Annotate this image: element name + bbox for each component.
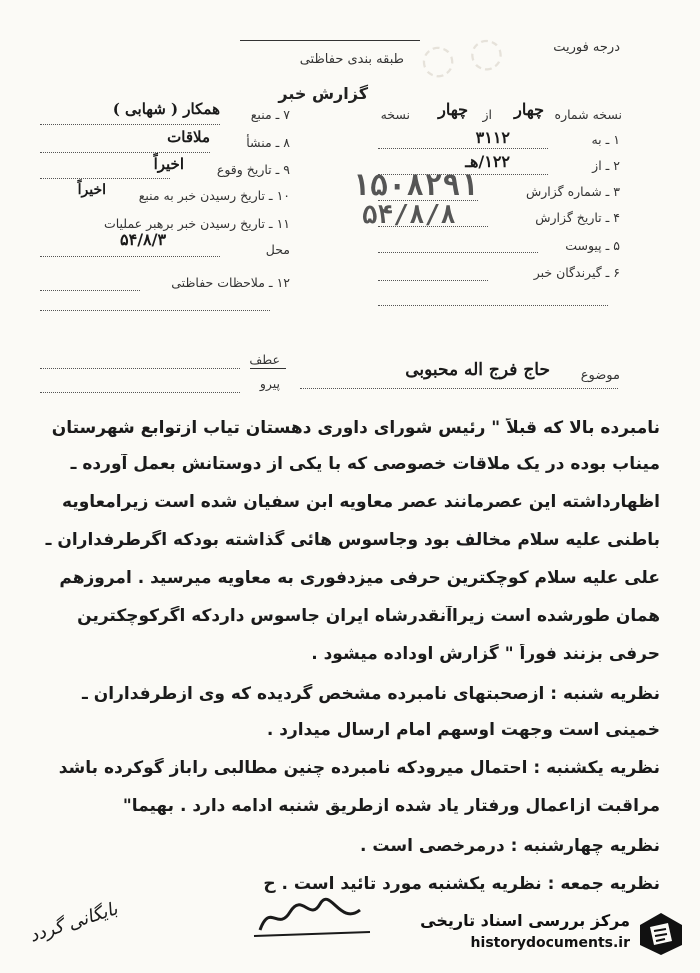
- field-11-label: ۱۱ ـ تاریخ رسیدن خبر برهبر عملیات: [103, 216, 290, 231]
- stamp-number: ۱۵۰۸۲۹۱: [352, 168, 479, 203]
- stamp-date: ۵۴/۸/۸: [362, 200, 456, 230]
- field-1-dots: [378, 148, 548, 149]
- field-4-label: ۴ ـ تاریخ گزارش: [535, 210, 620, 225]
- field-7-label: ۷ ـ منبع: [250, 107, 290, 122]
- atf-rule: [250, 368, 286, 369]
- body-line: نظریه جمعه : نظریه یکشنبه مورد تائید است . ح: [263, 874, 660, 894]
- field-3-label: ۳ ـ شماره گزارش: [525, 184, 620, 199]
- copy-of-value: چهار: [438, 100, 468, 119]
- body-line: باطنی علیه سلام مخالف بود وجاسوس هائی گذاشته بودکه اگرطرفداران ـ: [45, 530, 660, 550]
- field-12-dots: [40, 290, 140, 291]
- body-line: نظریه چهارشنبه : درمرخصی است .: [360, 836, 660, 856]
- field-7-dots: [40, 124, 220, 125]
- body-line: مراقبت ازاعمال ورفتار یاد شده ازطریق شنبه ادامه دارد . بهیما": [122, 796, 660, 816]
- field-1-label: ۱ ـ به: [591, 132, 620, 147]
- body-line: اظهارداشته این عصرمانند عصر معاویه ابن سفیان شده است زیرامعاویه: [62, 492, 660, 512]
- body-line: نظریه یکشنبه : احتمال میرودکه نامبرده چنین مطالبی راباز گوکرده باشد: [58, 758, 660, 778]
- field-8-label: ۸ ـ منشأ: [246, 135, 290, 150]
- field-8-value: ملاقات: [167, 128, 210, 146]
- field-12-dots-2: [40, 310, 270, 311]
- field-9-label: ۹ ـ تاریخ وقوع: [216, 162, 290, 177]
- peyro-label: پیرو: [259, 376, 280, 391]
- copy-suffix: نسخه: [380, 107, 410, 122]
- field-2-value: ۱۲۲/هـ: [465, 152, 510, 171]
- body-line: نامبرده بالا که قبلاً " رئیس شورای داوری دهستان تیاب ازتوابع شهرستان: [51, 418, 660, 438]
- archive-emblem-icon: [638, 911, 684, 957]
- subject-label: موضوع: [580, 368, 620, 383]
- field-6-label: ۶ ـ گیرندگان خبر: [533, 265, 620, 280]
- atf-label: عطف: [249, 352, 280, 367]
- logo-name: مرکز بررسی اسناد تاریخی: [420, 911, 630, 930]
- watermark: ◌ ◌: [417, 26, 507, 85]
- logo-url: historydocuments.ir: [470, 935, 630, 951]
- body-line: خمینی است وجهت اوسهم امام ارسال میدارد .: [266, 720, 660, 740]
- field-9-dots: [40, 178, 170, 179]
- subject-dots: [300, 388, 618, 389]
- report-title: گزارش خبر: [278, 84, 368, 103]
- copy-number-value: چهار: [514, 100, 544, 119]
- field-11-location-label: محل: [265, 242, 290, 257]
- field-8-dots: [40, 152, 210, 153]
- body-line: همان طورشده است زیراآنقدرشاه ایران جاسوس داردکه اگرکوچکترین: [77, 606, 660, 626]
- peyro-dots: [40, 392, 240, 393]
- field-5-label: ۵ ـ پیوست: [565, 238, 620, 253]
- subject-value: حاج فرج اله محبوبی: [405, 360, 550, 380]
- margin-note: بایگانی گردد: [26, 898, 121, 947]
- field-11-value: ۵۴/۸/۳: [120, 230, 167, 249]
- signature: [250, 892, 380, 942]
- atf-dots: [40, 368, 240, 369]
- field-9-value: اخیراً: [153, 155, 184, 173]
- classification-label: طبقه بندی حفاظتی: [299, 52, 404, 67]
- body-line: حرفی بزنند فوراً " گزارش اوداده میشود .: [311, 644, 660, 664]
- field-7-value: همکار ( شهابی ): [112, 100, 220, 118]
- field-6-dots: [378, 280, 488, 281]
- field-10-label: ۱۰ ـ تاریخ رسیدن خبر به منبع: [138, 188, 290, 203]
- field-10-value: اخیراً: [77, 182, 106, 198]
- body-line: میناب بوده در یک ملاقات خصوصی که با یکی از دوستانش بعمل آورده ـ: [70, 454, 660, 474]
- field-2-label: ۲ ـ از: [592, 158, 620, 173]
- header-rule: [240, 40, 420, 41]
- urgency-label: درجه فوریت: [553, 40, 620, 55]
- copy-of-label: از: [482, 107, 492, 122]
- body-line: نظریه شنبه : ازصحبتهای نامبرده مشخص گردیده که وی ازطرفداران ـ: [82, 684, 660, 704]
- body-line: علی علیه سلام کوچکترین حرفی میزدفوری به معاویه میرسید . امروزهم: [59, 568, 660, 588]
- copy-number-label: نسخه شماره: [554, 107, 622, 122]
- field-1-value: ۳۱۱۲: [475, 128, 510, 147]
- field-12-label: ۱۲ ـ ملاحظات حفاظتی: [171, 275, 290, 290]
- field-11-dots: [40, 256, 220, 257]
- archive-logo: [418, 909, 688, 961]
- field-5-dots: [378, 252, 538, 253]
- field-6-dots-2: [378, 305, 608, 306]
